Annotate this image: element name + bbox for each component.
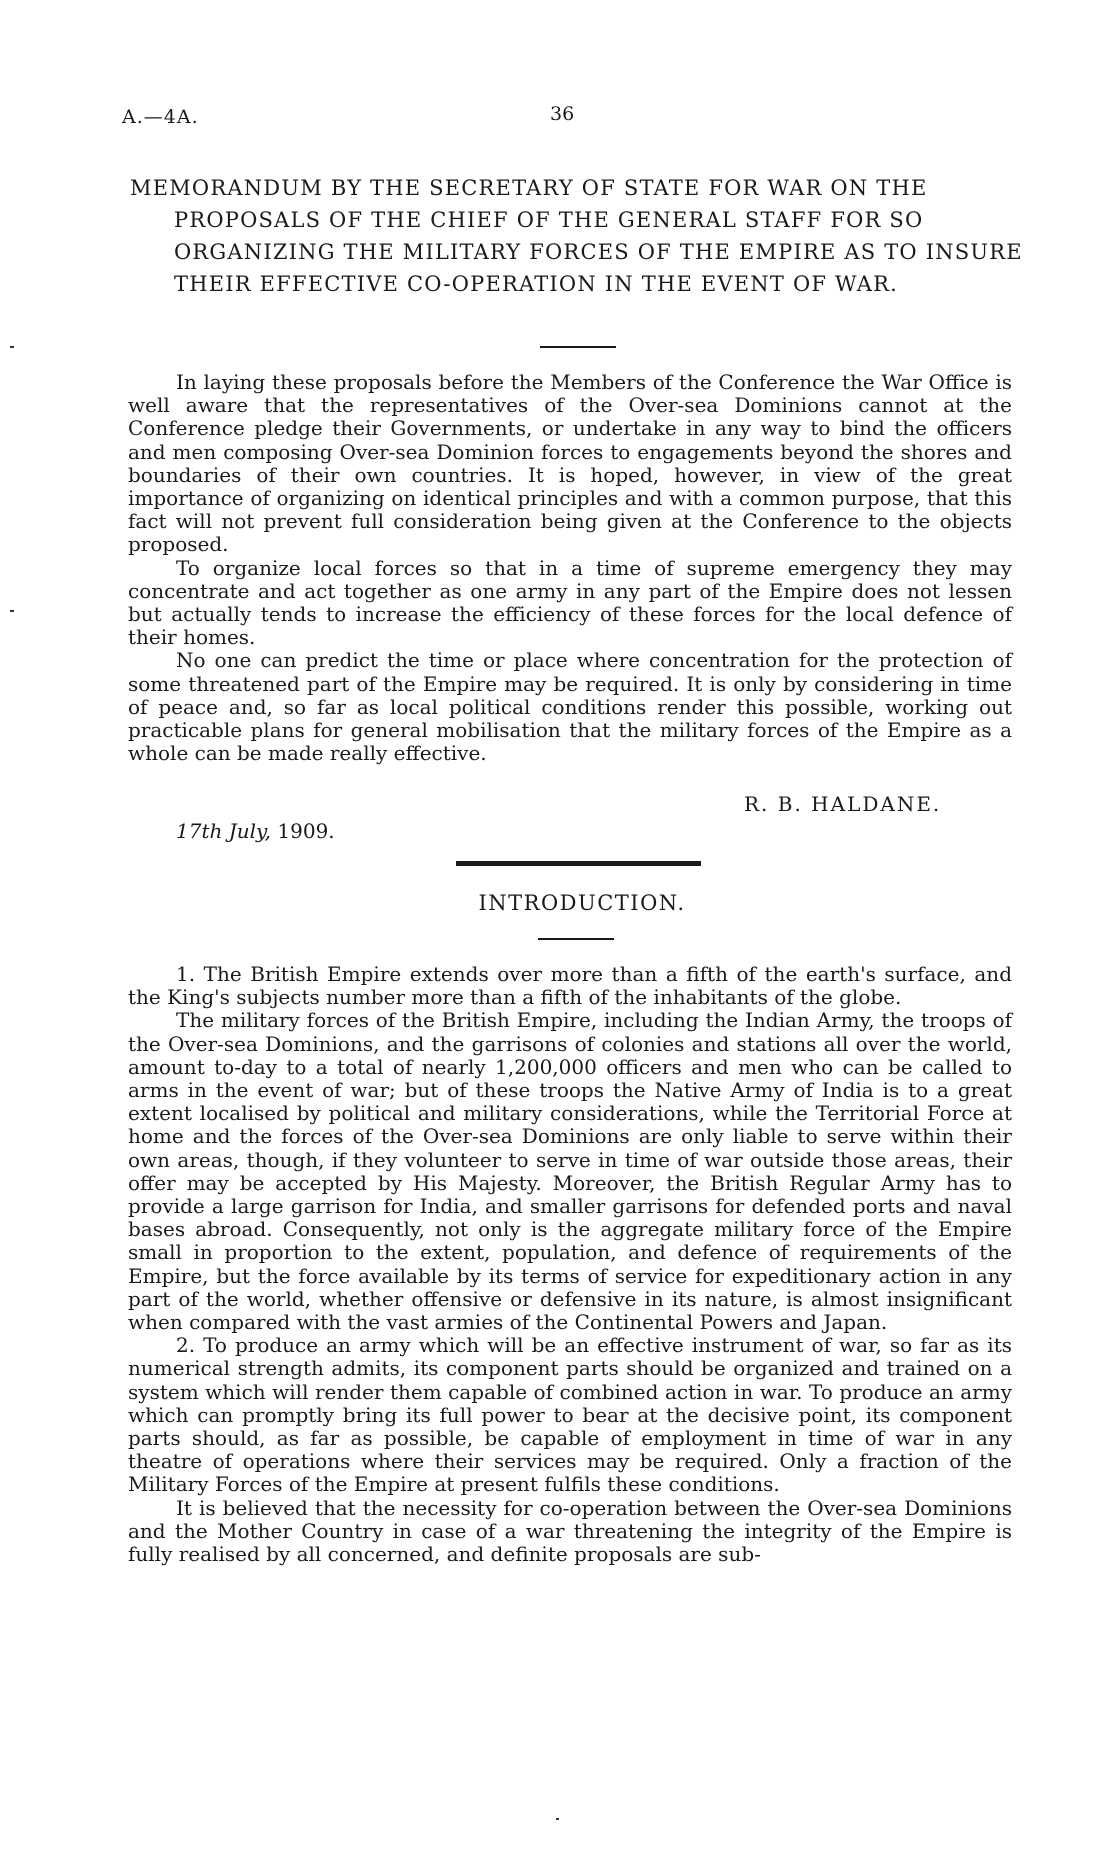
introduction-heading: INTRODUCTION. (478, 891, 686, 915)
heading-divider (538, 938, 614, 940)
introduction-paragraph-2: The military forces of the British Empire, including the Indian Army, the troops of the Over-sea Dominions, and the garrisons of colonies and stations all over the world, amount to-day to a total of nearly 1,200,000 officers and men who can be called to arms in the event of war; but of these troops the Native Army of India is to a great extent localised by political and military considerations, while the Territorial Force at home and the forces of the Over-sea Dominions are only liable to serve within their own areas, though, if they volunteer to serve in time of war outside those areas, their offer may be accepted by His Majesty. Moreover, the British Regular Army has to provide a large garrison for India, and smaller garrisons for defended ports and naval bases abroad. Consequently, not only is the aggregate military force of the Empire small in proportion to the extent, population, and defence of requirements of the Empire, but the force available by its terms of service for expeditionary action in any part of the world, whether offensive or defensive in its nature, is almost insignificant when compared with the vast armies of the Continental Powers and Japan. (128, 1008, 1012, 1335)
margin-mark (556, 1818, 559, 1820)
introduction-paragraph-3: 2. To produce an army which will be an effective instrument of war, so far as its numerical strength admits, its component parts should be organized and trained on a system which will render them capable of combined action in war. To produce an army which can promptly bring its full power to bear at the decisive point, its component parts should, as far as possible, be capable of employment in time of war in any theatre of operations where their services may be required. Only a fraction of the Military Forces of the Empire at present fulfils these conditions. (128, 1333, 1012, 1497)
signature: R. B. HALDANE. (744, 792, 942, 816)
introduction-paragraph-4: It is believed that the necessity for co-operation between the Over-sea Dominions and the Mother Country in case of a war threatening the integrity of the Empire is fully realised by all concerned, and definite proposals are sub- (128, 1495, 1012, 1567)
memorandum-paragraph-3: No one can predict the time or place where concentration for the protection of some threatened part of the Empire may be required. It is only by considering in time of peace and, so far as local political conditions render this possible, working out practicable plans for general mobilisation that the military forces of the Empire as a whole can be made really effective. (128, 648, 1012, 766)
introduction-body (128, 963, 1012, 1566)
date-year: 1909. (277, 819, 335, 843)
section-divider (456, 861, 701, 866)
introduction-paragraph-1: 1. The British Empire extends over more than a fifth of the earth's surface, and the King's subjects number more than a fifth of the inhabitants of the globe. (128, 962, 1012, 1010)
memorandum-paragraph-1: In laying these proposals before the Members of the Conference the War Office is well aware that the representatives of the Over-sea Dominions cannot at the Conference pledge their Governments, or undertake in any way to bind the officers and men composing Over-sea Dominion forces to engagements beyond the shores and boundaries of their own countries. It is hoped, however, in view of the great importance of organizing on identical principles and with a common purpose, that this fact will not prevent full consideration being given at the Conference to the objects proposed. (128, 370, 1012, 557)
memorandum-title: MEMORANDUM BY THE SECRETARY OF STATE FOR WAR ON THE PROPOSALS OF THE CHIEF OF THE GENERAL STAFF FOR SO ORGANIZING THE MILITARY FORCES OF THE EMPIRE AS TO INSURE THEIR EFFECTIVE CO-OPERATION IN THE EVENT OF WAR. (130, 176, 1023, 296)
date-day: 17th July, (176, 819, 272, 843)
memorandum-body (128, 371, 1012, 765)
memorandum-paragraph-2: To organize local forces so that in a time of supreme emergency they may concentrate and act together as one army in any part of the Empire does not lessen but actually tends to increase the efficiency of these forces for the local defence of their homes. (128, 555, 1012, 650)
document-code: A.—4A. (122, 106, 199, 128)
margin-mark (10, 346, 14, 348)
title-divider (540, 346, 616, 348)
page-number: 36 (550, 103, 575, 125)
margin-mark (10, 610, 14, 612)
memorandum-date (176, 819, 335, 843)
